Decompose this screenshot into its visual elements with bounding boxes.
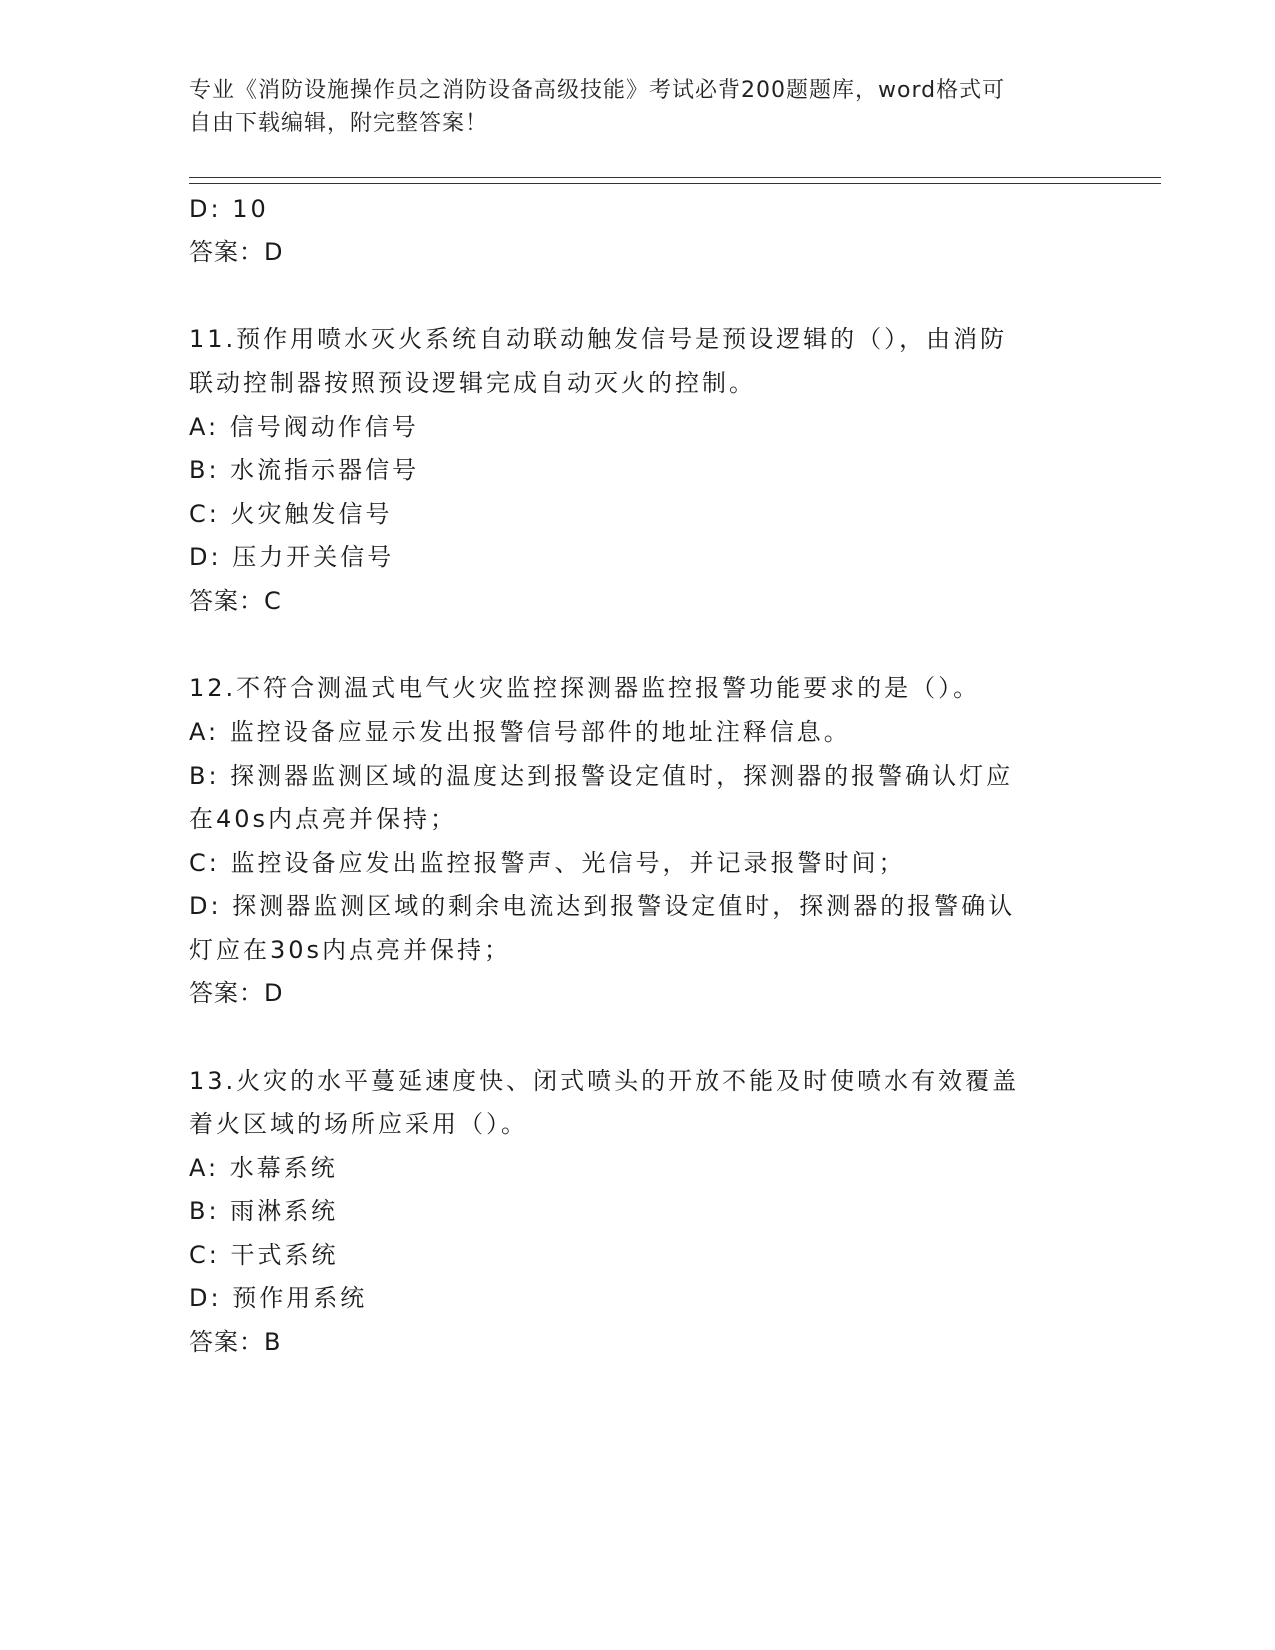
document-header (189, 74, 1089, 140)
q11-option-c: C: 火灾触发信号 (189, 500, 393, 528)
header-line-1: 专业《消防设施操作员之消防设备高级技能》考试必背200题题库，word格式可 (189, 78, 1006, 103)
q11-stem-line-2: 联动控制器按照预设逻辑完成自动灭火的控制。 (189, 369, 756, 397)
q11-answer: 答案：C (189, 587, 282, 615)
q11-option-b: B: 水流指示器信号 (189, 456, 420, 484)
q13-option-a: A: 水幕系统 (189, 1154, 338, 1182)
prev-answer: 答案：D (189, 238, 284, 266)
q12-option-d-line-1: D: 探测器监测区域的剩余电流达到报警设定值时，探测器的报警确认 (189, 892, 1016, 920)
header-divider-top (189, 177, 1161, 178)
header-line-2: 自由下载编辑，附完整答案！ (189, 111, 489, 136)
q12-answer: 答案：D (189, 979, 284, 1007)
q13-stem-line-1: 13.火灾的水平蔓延速度快、闭式喷头的开放不能及时使喷水有效覆盖 (189, 1067, 1020, 1095)
q11-option-a: A: 信号阀动作信号 (189, 413, 419, 441)
q12-stem: 12.不符合测温式电气火灾监控探测器监控报警功能要求的是（）。 (189, 674, 981, 702)
q13-option-d: D: 预作用系统 (189, 1284, 368, 1312)
q12-option-c: C: 监控设备应发出监控报警声、光信号，并记录报警时间； (189, 849, 906, 877)
header-divider-bottom (189, 183, 1161, 184)
q13-option-c: C: 干式系统 (189, 1241, 339, 1269)
q12-option-b-line-2: 在40s内点亮并保持； (189, 805, 458, 833)
q11-stem-line-1: 11.预作用喷水灭火系统自动联动触发信号是预设逻辑的（），由消防 (189, 325, 1008, 353)
q13-answer: 答案：B (189, 1328, 282, 1356)
q13-stem-line-2: 着火区域的场所应采用（）。 (189, 1110, 528, 1138)
q13-option-b: B: 雨淋系统 (189, 1197, 339, 1225)
q12-option-a: A: 监控设备应显示发出报警信号部件的地址注释信息。 (189, 718, 851, 746)
q12-option-b-line-1: B: 探测器监测区域的温度达到报警设定值时，探测器的报警确认灯应 (189, 762, 1014, 790)
q12-option-d-line-2: 灯应在30s内点亮并保持； (189, 936, 512, 964)
prev-option-d: D: 10 (189, 195, 269, 223)
q11-option-d: D: 压力开关信号 (189, 543, 395, 571)
